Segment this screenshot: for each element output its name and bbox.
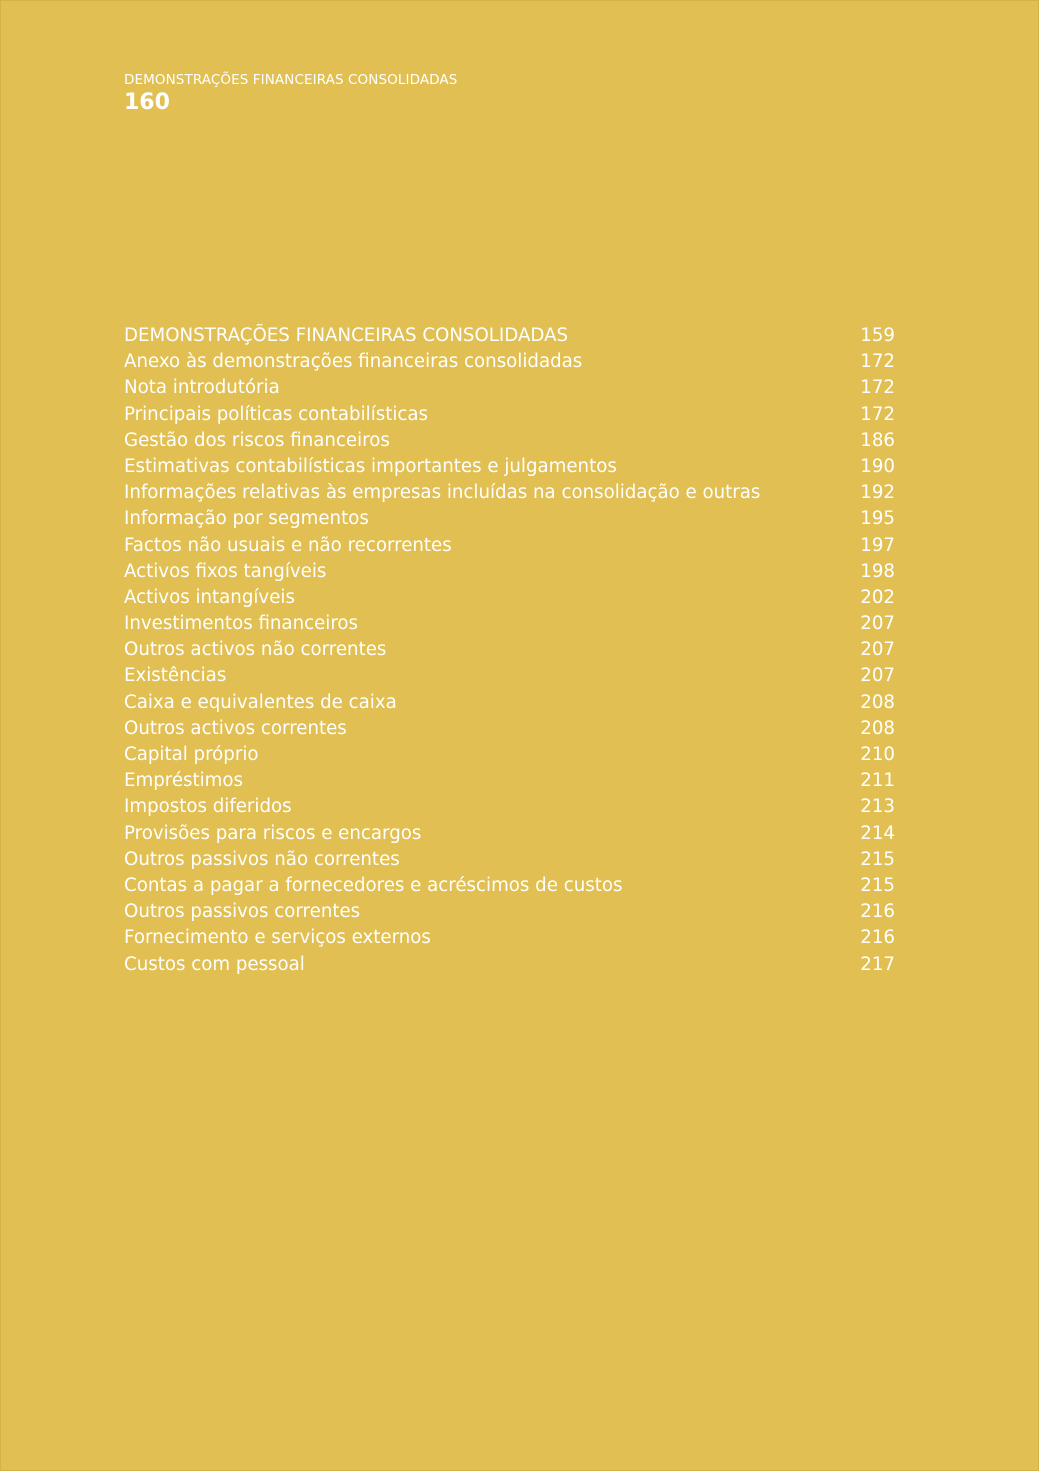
toc-entry[interactable]	[124, 611, 895, 637]
toc-entry-label: Contas a pagar a fornecedores e acréscimos de custos	[124, 874, 623, 896]
toc-entry[interactable]	[124, 533, 895, 559]
toc-entry[interactable]	[124, 873, 895, 899]
toc-entry-label: Outros passivos correntes	[124, 901, 361, 923]
toc-entry-label: Existências	[124, 665, 227, 687]
toc-entry-page: 207	[860, 665, 895, 687]
toc-entry[interactable]	[124, 480, 895, 506]
table-of-contents	[124, 323, 895, 978]
toc-entry-label: Activos fixos tangíveis	[124, 560, 327, 582]
section-title: DEMONSTRAÇÕES FINANCEIRAS CONSOLIDADAS	[124, 72, 458, 88]
toc-entry[interactable]	[124, 847, 895, 873]
toc-entry-label: Factos não usuais e não recorrentes	[124, 534, 452, 556]
toc-entry-page: 195	[860, 508, 895, 530]
toc-entry[interactable]	[124, 506, 895, 532]
toc-entry[interactable]	[124, 323, 895, 349]
toc-entry[interactable]	[124, 663, 895, 689]
toc-entry[interactable]	[124, 375, 895, 401]
toc-entry[interactable]	[124, 454, 895, 480]
toc-entry[interactable]	[124, 349, 895, 375]
toc-entry-label: Outros passivos não correntes	[124, 848, 400, 870]
toc-entry-label: DEMONSTRAÇÕES FINANCEIRAS CONSOLIDADAS	[124, 325, 569, 346]
toc-entry-label: Outros activos não correntes	[124, 639, 387, 661]
toc-entry[interactable]	[124, 768, 895, 794]
toc-entry[interactable]	[124, 794, 895, 820]
toc-entry-page: 216	[860, 927, 895, 949]
toc-entry[interactable]	[124, 821, 895, 847]
toc-entry-label: Capital próprio	[124, 744, 259, 765]
page-number: 160	[124, 90, 170, 115]
toc-entry[interactable]	[124, 402, 895, 428]
toc-entry-label: Nota introdutória	[124, 377, 280, 399]
toc-entry[interactable]	[124, 716, 895, 742]
toc-entry-label: Impostos diferidos	[124, 796, 292, 818]
toc-entry-page: 197	[860, 534, 895, 556]
toc-entry-label: Activos intangíveis	[124, 586, 295, 608]
toc-entry-page: 202	[860, 586, 895, 608]
toc-entry-label: Outros activos correntes	[124, 717, 347, 739]
toc-entry-page: 215	[860, 848, 895, 870]
toc-entry-page: 211	[860, 770, 895, 792]
toc-entry-page: 172	[860, 377, 895, 399]
toc-entry-label: Empréstimos	[124, 770, 243, 792]
toc-entry[interactable]	[124, 585, 895, 611]
toc-entry[interactable]	[124, 690, 895, 716]
toc-entry-page: 210	[860, 744, 895, 765]
toc-entry-page: 159	[860, 325, 895, 346]
toc-entry-label: Principais políticas contabilísticas	[124, 403, 429, 425]
toc-entry[interactable]	[124, 428, 895, 454]
toc-entry-page: 214	[860, 822, 895, 844]
toc-entry-label: Anexo às demonstrações financeiras consolidadas	[124, 351, 583, 373]
toc-entry-label: Provisões para riscos e encargos	[124, 822, 422, 844]
toc-entry[interactable]	[124, 952, 895, 978]
toc-entry-label: Custos com pessoal	[124, 953, 305, 975]
toc-entry-page: 172	[860, 351, 895, 373]
toc-entry-label: Gestão dos riscos financeiros	[124, 429, 390, 451]
toc-entry-page: 198	[860, 560, 895, 582]
toc-entry-page: 207	[860, 613, 895, 635]
toc-entry-label: Caixa e equivalentes de caixa	[124, 691, 397, 713]
page-header	[124, 71, 457, 116]
toc-entry-page: 186	[860, 429, 895, 451]
toc-entry-page: 172	[860, 403, 895, 425]
toc-entry-page: 208	[860, 691, 895, 713]
toc-entry-label: Investimentos financeiros	[124, 613, 359, 635]
toc-entry[interactable]	[124, 637, 895, 663]
toc-entry-label: Estimativas contabilísticas importantes e julgamentos	[124, 455, 617, 477]
toc-entry-page: 215	[860, 874, 895, 896]
toc-entry-page: 190	[860, 455, 895, 477]
toc-entry-label: Informação por segmentos	[124, 508, 369, 530]
toc-entry[interactable]	[124, 899, 895, 925]
toc-entry-page: 217	[860, 953, 895, 975]
toc-entry[interactable]	[124, 742, 895, 768]
toc-entry-page: 213	[860, 796, 895, 818]
toc-entry-page: 216	[860, 901, 895, 923]
toc-entry-label: Fornecimento e serviços externos	[124, 927, 431, 949]
toc-entry-page: 207	[860, 639, 895, 661]
toc-entry[interactable]	[124, 559, 895, 585]
toc-entry-label: Informações relativas às empresas incluídas na consolidação e outras	[124, 482, 761, 504]
toc-entry-page: 192	[860, 482, 895, 504]
toc-entry[interactable]	[124, 925, 895, 951]
toc-entry-page: 208	[860, 717, 895, 739]
